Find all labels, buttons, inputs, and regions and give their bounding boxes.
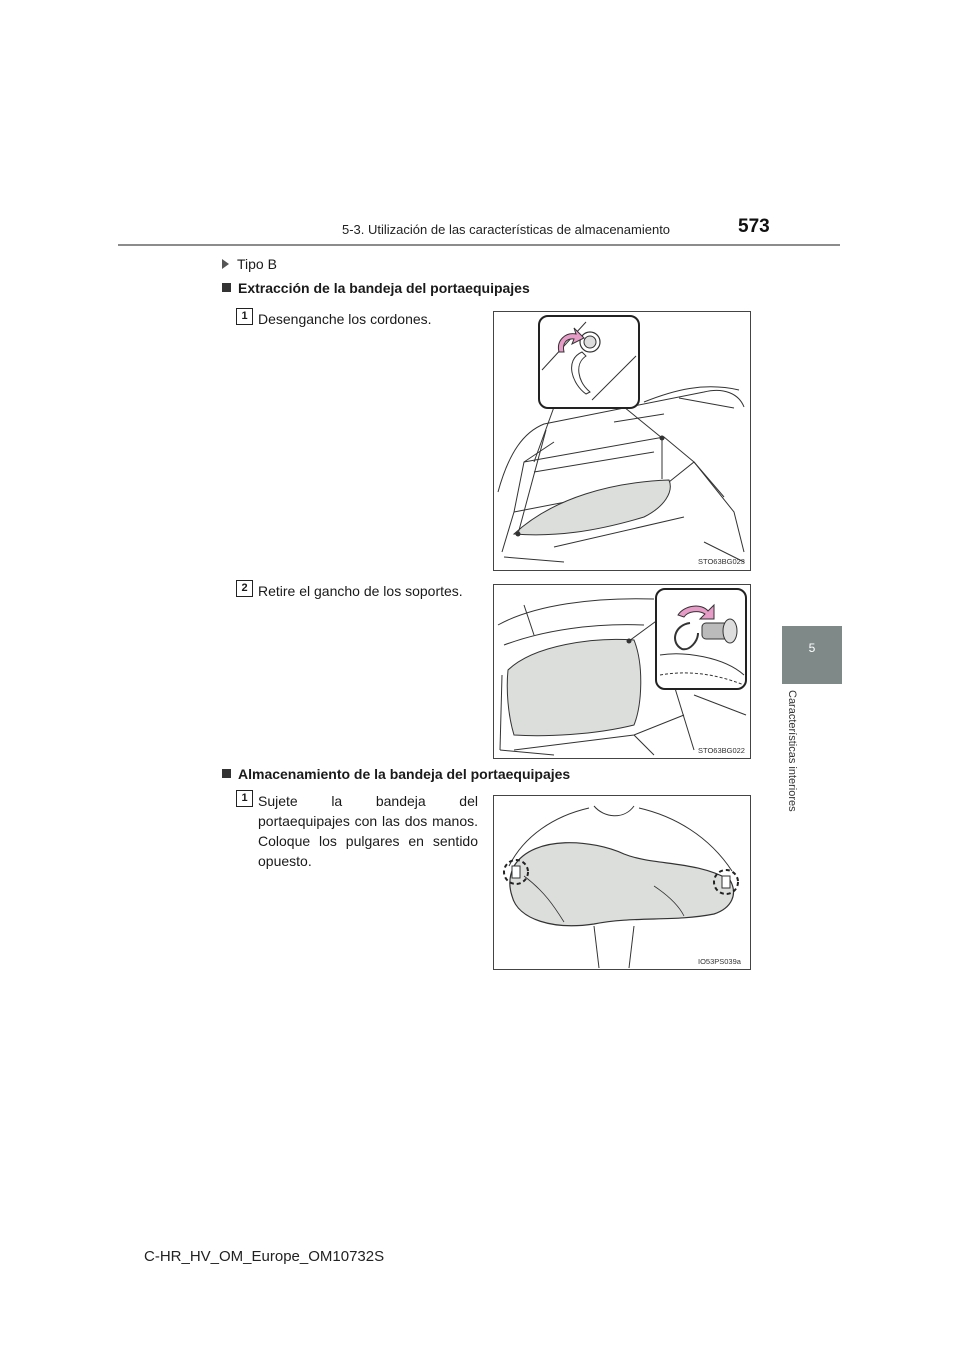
section-heading-removal-text: Extracción de la bandeja del portaequipajes	[238, 280, 530, 296]
step-2-text: Retire el gancho de los soportes.	[258, 583, 463, 599]
figure-unhook-cords	[493, 311, 751, 571]
footer-doc-id: C-HR_HV_OM_Europe_OM10732S	[144, 1248, 385, 1265]
page-number: 573	[738, 216, 770, 237]
figure-remove-hook	[493, 584, 751, 759]
type-label	[222, 256, 277, 272]
section-heading-storage	[222, 766, 570, 782]
step-badge-1: 1	[236, 308, 253, 325]
figure-hold-tray	[493, 795, 751, 970]
square-bullet-icon	[222, 769, 231, 778]
chapter-tab-label-text: Características interiores	[786, 690, 798, 812]
triangle-bullet-icon	[222, 259, 229, 269]
storage-step-1-text: Sujete la bandeja del portaequipajes con las dos manos. Coloque los pulgares en sentido opuesto.	[258, 793, 478, 869]
type-label-text: Tipo B	[237, 256, 277, 272]
figure-code-3: IO53PS039a	[698, 957, 741, 966]
step-1-text: Desenganche los cordones.	[258, 311, 432, 327]
section-heading-storage-text: Almacenamiento de la bandeja del portaequipajes	[238, 766, 571, 782]
step-badge-2: 2	[236, 580, 253, 597]
figure-code-1: STO63BG023	[698, 557, 745, 566]
figure-code-2: STO63BG022	[698, 746, 745, 755]
header-divider	[118, 244, 840, 246]
chapter-tab-label	[786, 690, 804, 840]
chapter-tab-number: 5	[808, 641, 816, 655]
section-heading-removal	[222, 280, 530, 296]
chapter-tab	[782, 626, 842, 684]
header-section-title: 5-3. Utilización de las características de almacenamiento	[342, 222, 671, 237]
square-bullet-icon	[222, 283, 231, 292]
step-badge-storage-1: 1	[236, 790, 253, 807]
